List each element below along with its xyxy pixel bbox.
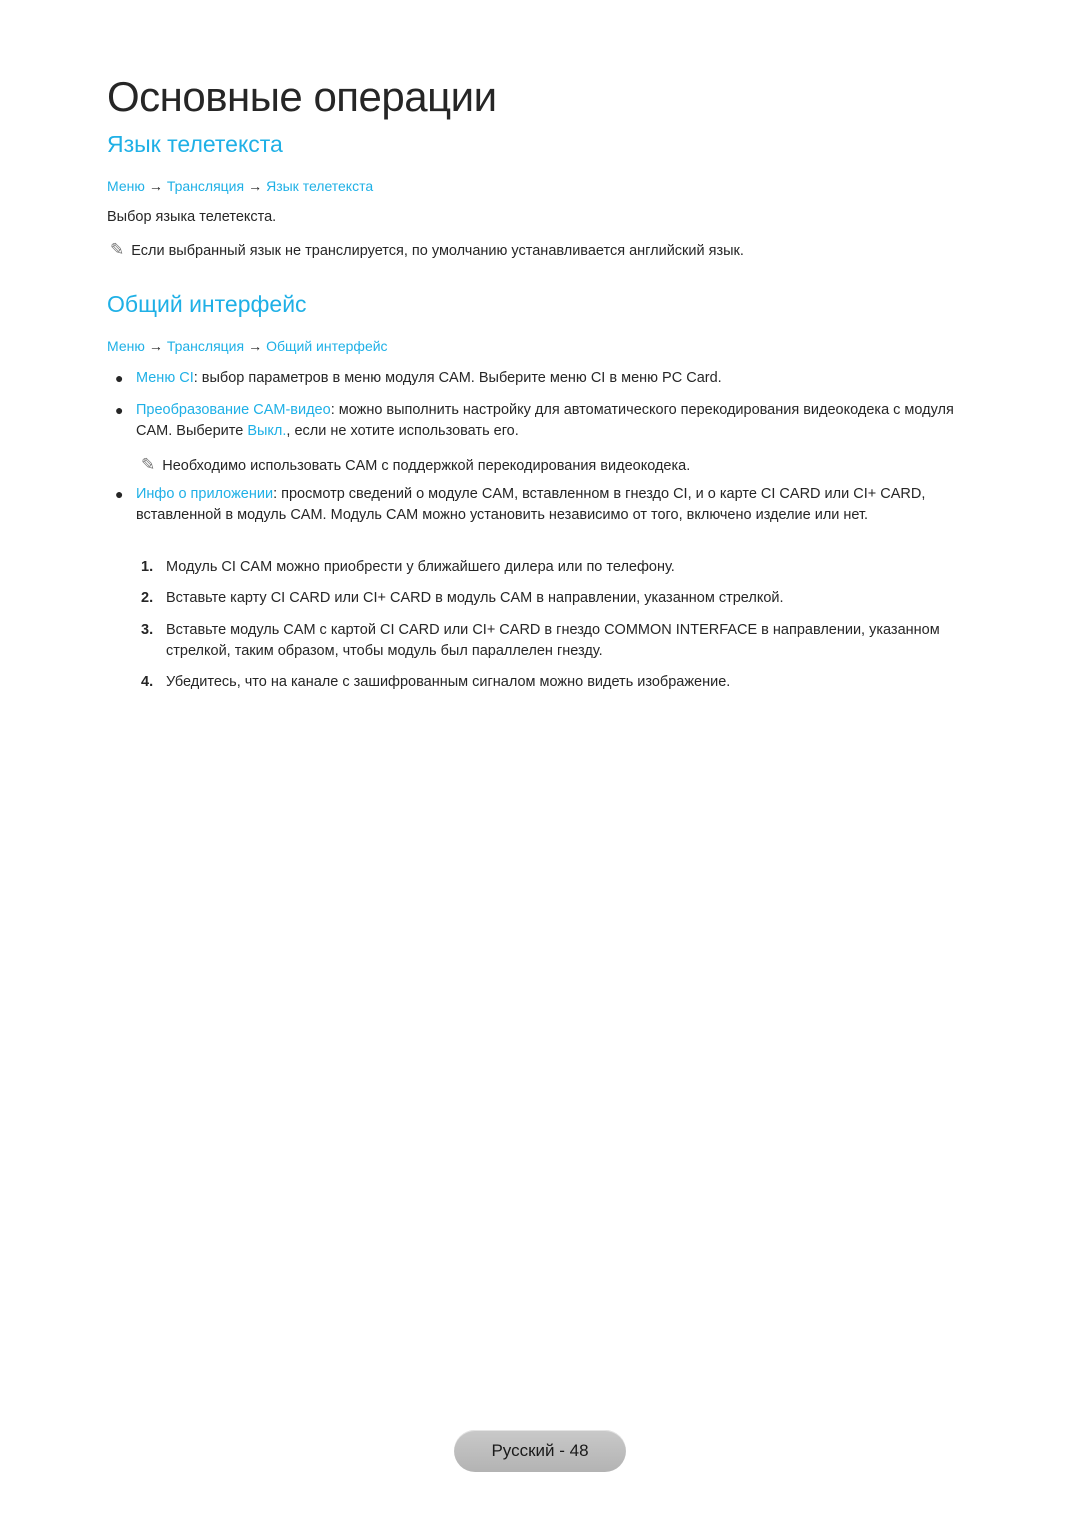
path-item-teletext-language: Язык телетекста xyxy=(266,178,374,194)
step-text: Вставьте карту CI CARD или CI+ CARD в модуль CAM в направлении, указанном стрелкой. xyxy=(166,590,784,606)
right-arrow-icon: → xyxy=(148,178,163,194)
step-number: 3. xyxy=(141,622,154,638)
list-item-ci-menu xyxy=(115,368,965,389)
pencil-note-icon: ✎ xyxy=(141,455,156,474)
step-text: Модуль CI CAM можно приобрести у ближайшего дилера или по телефону. xyxy=(166,559,675,575)
bullet-dot-icon: ● xyxy=(115,486,124,502)
term-cam-video-conversion: Преобразование CAM-видео xyxy=(136,402,331,418)
right-arrow-icon: → xyxy=(248,178,263,194)
section-title-common-interface: Общий интерфейс xyxy=(107,291,307,317)
bullet-text-end: , если не хотите использовать его. xyxy=(286,423,519,440)
path-item-broadcast: Трансляция xyxy=(166,178,245,194)
term-ci-menu: Меню CI xyxy=(136,370,194,386)
page-number-badge xyxy=(454,1430,626,1472)
note-cam-transcoding xyxy=(141,453,690,478)
step-number: 2. xyxy=(141,590,154,606)
description-text: Выбор языка телетекста. xyxy=(107,209,277,225)
menu-path-teletext xyxy=(107,177,373,195)
list-item-cam-video-conversion xyxy=(115,400,965,442)
section-title-teletext-language: Язык телетекста xyxy=(107,131,283,157)
bullet-text: : выбор параметров в меню модуля CAM. Выберите меню CI в меню PC Card. xyxy=(193,370,722,386)
bullet-dot-icon: ● xyxy=(115,370,124,386)
bullet-dot-icon: ● xyxy=(115,402,124,418)
step-number: 1. xyxy=(141,559,154,575)
list-item-application-info xyxy=(115,484,965,526)
right-arrow-icon: → xyxy=(248,338,263,354)
page-number-label: Русский - 48 xyxy=(491,1441,589,1460)
step-3 xyxy=(141,620,961,662)
option-off: Выкл. xyxy=(247,423,287,440)
menu-path-common-interface xyxy=(107,337,388,355)
page-title: Основные операции xyxy=(107,73,497,120)
bullet-text: : просмотр сведений о модуле CAM, вставленном в гнездо CI, и о карте CI CARD или CI+ CARD, вставленной в модуль CAM. Модуль CAM можно установить независимо от того, включено изделие или нет. xyxy=(136,486,926,524)
path-item-menu: Меню xyxy=(107,338,145,354)
right-arrow-icon: → xyxy=(148,338,163,354)
bullet-text: : можно выполнить настройку для автоматического перекодирования видеокодека с модуля CAM. Выберите xyxy=(136,402,954,440)
step-2 xyxy=(141,588,961,609)
step-text: Убедитесь, что на канале с зашифрованным сигналом можно видеть изображение. xyxy=(166,674,731,690)
path-item-broadcast: Трансляция xyxy=(166,338,245,354)
note-text: Необходимо использовать CAM с поддержкой перекодирования видеокодека. xyxy=(162,458,691,474)
step-4 xyxy=(141,672,961,693)
path-item-common-interface: Общий интерфейс xyxy=(266,338,388,354)
term-application-info: Инфо о приложении xyxy=(136,486,274,502)
note-text: Если выбранный язык не транслируется, по умолчанию устанавливается английский язык. xyxy=(131,243,744,259)
step-number: 4. xyxy=(141,674,154,690)
path-item-menu: Меню xyxy=(107,178,145,194)
step-1 xyxy=(141,557,961,578)
note xyxy=(110,238,744,263)
pencil-note-icon: ✎ xyxy=(110,240,125,259)
step-text: Вставьте модуль CAM с картой CI CARD или CI+ CARD в гнездо COMMON INTERFACE в направлении, указанном стрелкой, таким образом, чтобы модуль был параллелен гнезду. xyxy=(166,622,940,660)
